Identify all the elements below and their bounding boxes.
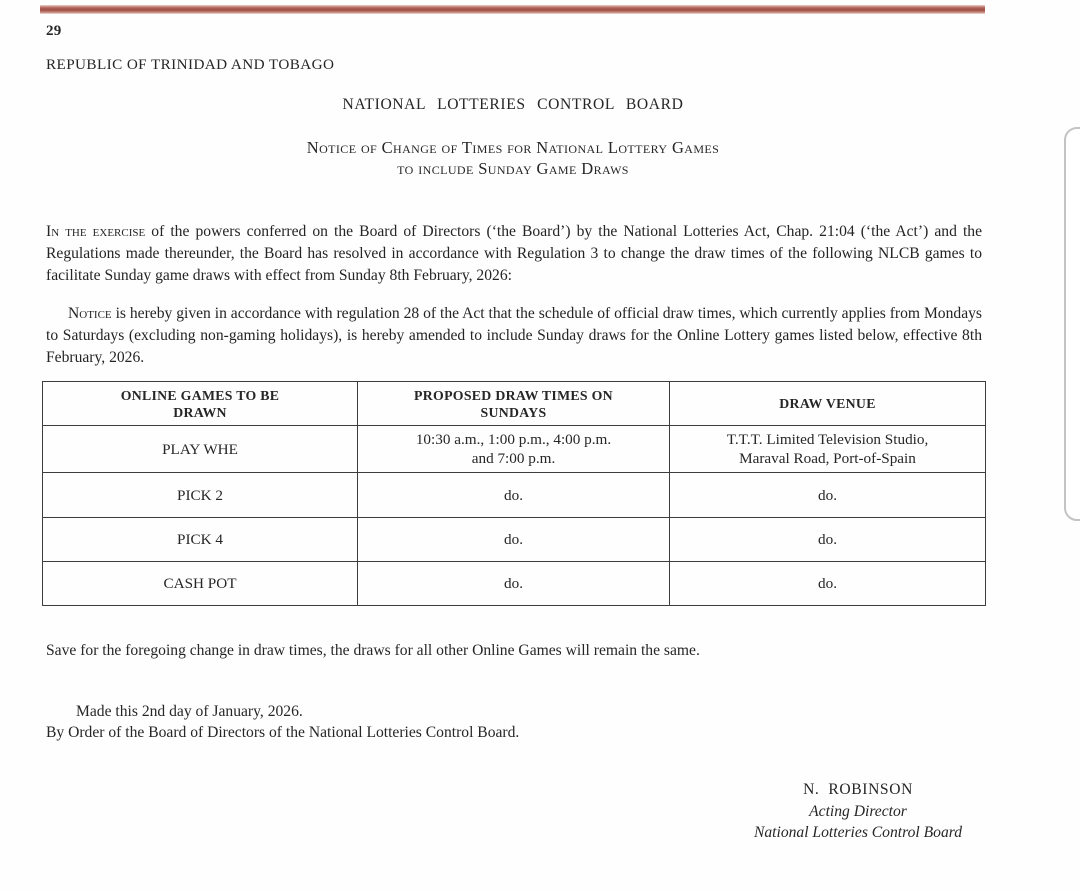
cell-times: do. — [358, 518, 670, 562]
cell-game: PICK 2 — [43, 473, 358, 518]
signatory-org: National Lotteries Control Board — [753, 824, 963, 841]
cell-venue: T.T.T. Limited Television Studio, Maraval Road, Port-of-Spain — [670, 426, 986, 473]
scrollbar-thumb[interactable] — [1064, 127, 1080, 521]
notice-title — [0, 137, 1026, 179]
top-red-rule — [40, 5, 985, 14]
paragraph-exercise-body: of the powers conferred on the Board of Directors (‘the Board’) by the National Lotteries Act, Chap. 21:04 (‘the Act’) and the Regulations made thereunder, the Board has resolved in accordance with Regulation 3 to change the draw times of the following NLCB games to facilitate Sunday game draws with effect from Sunday 8th February, 2026: — [46, 222, 982, 284]
made-date-line: Made this 2nd day of January, 2026. — [76, 703, 303, 720]
signature-block — [658, 779, 1058, 844]
cell-venue: do. — [670, 473, 986, 518]
page-number: 29 — [46, 23, 62, 39]
paragraph-exercise — [46, 221, 982, 287]
republic-line: REPUBLIC OF TRINIDAD AND TOBAGO — [46, 56, 335, 73]
cell-times: do. — [358, 562, 670, 606]
table-row — [43, 518, 986, 562]
cell-times: do. — [358, 473, 670, 518]
by-order-line: By Order of the Board of Directors of the National Lotteries Control Board. — [46, 724, 520, 741]
cell-game: CASH POT — [43, 562, 358, 606]
table-row — [43, 562, 986, 606]
cell-times: 10:30 a.m., 1:00 p.m., 4:00 p.m. and 7:00 p.m. — [358, 426, 670, 473]
paragraph-exercise-lead: In the exercise — [46, 222, 146, 240]
header-online-games: ONLINE GAMES TO BE DRAWN — [43, 382, 358, 426]
paragraph-notice — [46, 303, 982, 369]
paragraph-notice-body: is hereby given in accordance with regulation 28 of the Act that the schedule of official draw times, which currently applies from Mondays to Saturdays (excluding non-gaming holidays), is hereby amended to include Sunday draws for the Online Lottery games listed below, effective 8th February, 2026. — [46, 304, 982, 366]
draw-times-table — [42, 381, 986, 606]
cell-game: PLAY WHE — [43, 426, 358, 473]
notice-title-line2: to include Sunday Game Draws — [397, 159, 629, 178]
header-draw-venue: DRAW VENUE — [670, 382, 986, 426]
table-header-row — [43, 382, 986, 426]
signatory-title: Acting Director — [809, 802, 907, 820]
cell-venue: do. — [670, 562, 986, 606]
board-title: NATIONAL LOTTERIES CONTROL BOARD — [342, 96, 684, 113]
table-row — [43, 426, 986, 473]
cell-game: PICK 4 — [43, 518, 358, 562]
cell-venue: do. — [670, 518, 986, 562]
header-proposed-times: PROPOSED DRAW TIMES ON SUNDAYS — [358, 382, 670, 426]
signatory-name: N. ROBINSON — [803, 781, 913, 798]
notice-title-line1: Notice of Change of Times for National Lottery Games — [306, 138, 720, 157]
paragraph-notice-lead: Notice — [68, 304, 112, 322]
save-clause: Save for the foregoing change in draw times, the draws for all other Online Games will remain the same. — [46, 642, 700, 659]
table-row — [43, 473, 986, 518]
